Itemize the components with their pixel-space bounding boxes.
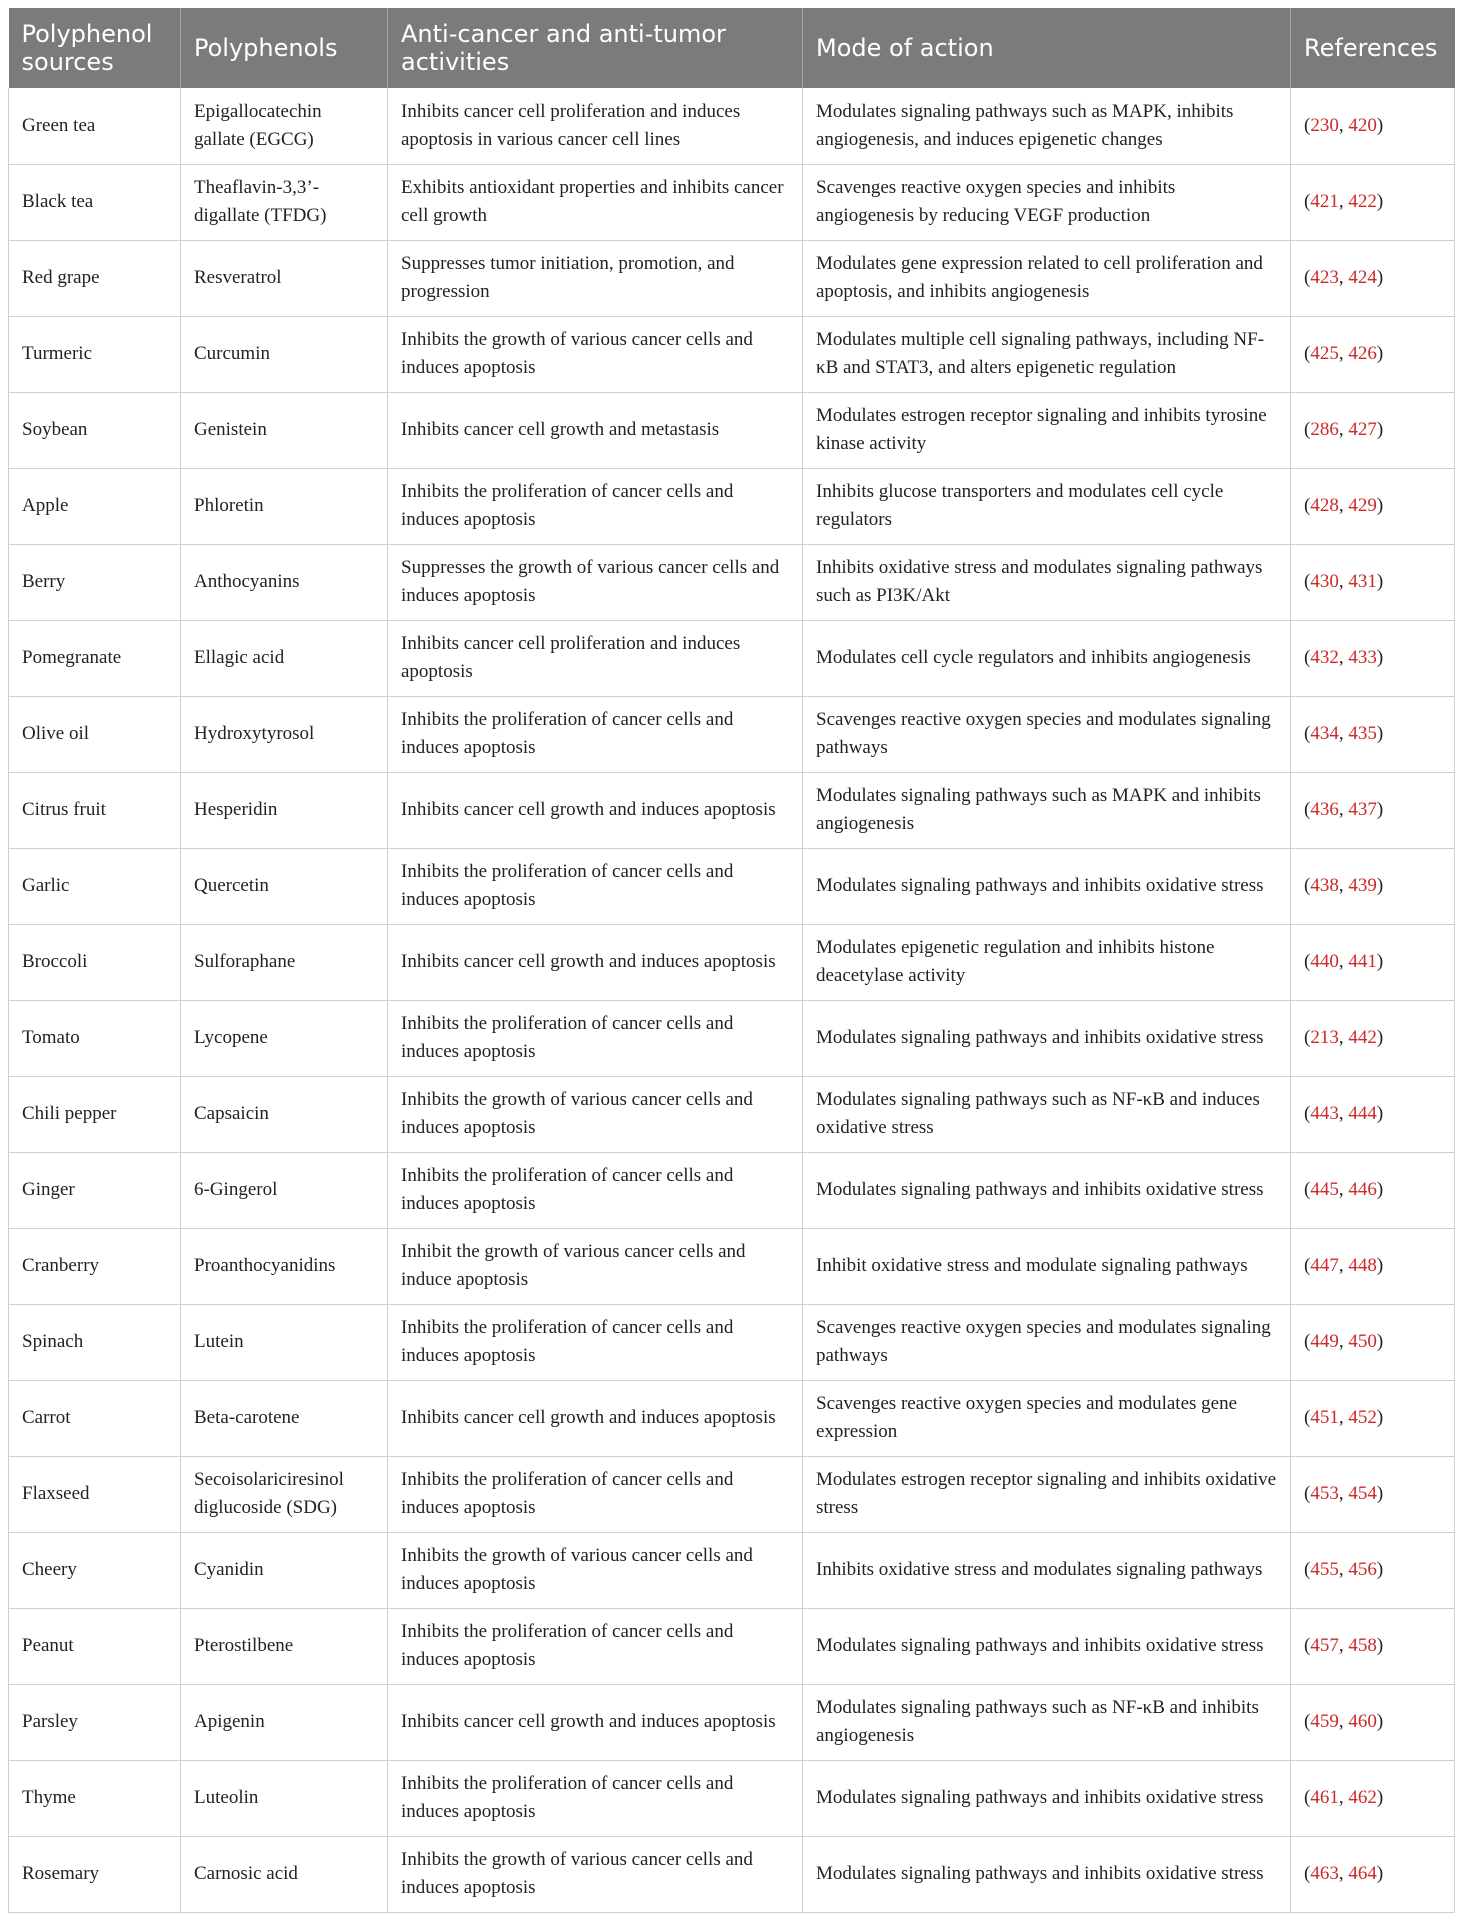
paren-close: ) (1376, 1787, 1384, 1808)
cell-polyphenol: Curcumin (181, 316, 388, 392)
cell-source: Citrus fruit (9, 772, 181, 848)
reference-link[interactable]: 437 (1348, 799, 1377, 820)
cell-references (1291, 1380, 1455, 1456)
reference-link[interactable]: 450 (1348, 1331, 1377, 1352)
cell-polyphenol: Sulforaphane (181, 924, 388, 1000)
ref-separator: , (1338, 951, 1349, 972)
ref-separator: , (1338, 1331, 1349, 1352)
paren-close: ) (1376, 647, 1384, 668)
reference-link[interactable]: 433 (1348, 647, 1377, 668)
paren-open: ( (1304, 799, 1311, 820)
cell-activity: Inhibits the proliferation of cancer cells and induces apoptosis (388, 1152, 803, 1228)
cell-mode: Modulates signaling pathways such as MAPK, inhibits angiogenesis, and induces epigenetic changes (803, 88, 1291, 164)
ref-separator: , (1338, 1483, 1349, 1504)
cell-activity: Inhibits the proliferation of cancer cells and induces apoptosis (388, 468, 803, 544)
reference-link[interactable]: 452 (1348, 1407, 1377, 1428)
reference-link[interactable]: 428 (1310, 495, 1339, 516)
reference-link[interactable]: 442 (1348, 1027, 1377, 1048)
reference-link[interactable]: 432 (1310, 647, 1339, 668)
ref-separator: , (1338, 1407, 1349, 1428)
cell-references (1291, 1076, 1455, 1152)
ref-separator: , (1338, 1711, 1349, 1732)
cell-source: Apple (9, 468, 181, 544)
paren-open: ( (1304, 191, 1311, 212)
reference-link[interactable]: 463 (1310, 1863, 1339, 1884)
cell-activity: Inhibits the growth of various cancer cells and induces apoptosis (388, 316, 803, 392)
cell-source: Ginger (9, 1152, 181, 1228)
cell-references (1291, 1760, 1455, 1836)
paren-open: ( (1304, 419, 1311, 440)
cell-polyphenol: Proanthocyanidins (181, 1228, 388, 1304)
cell-polyphenol: Carnosic acid (181, 1836, 388, 1912)
reference-link[interactable]: 438 (1310, 875, 1339, 896)
cell-mode: Inhibit oxidative stress and modulate signaling pathways (803, 1228, 1291, 1304)
cell-polyphenol: Apigenin (181, 1684, 388, 1760)
ref-separator: , (1338, 267, 1349, 288)
cell-polyphenol: Resveratrol (181, 240, 388, 316)
cell-polyphenol: Theaflavin-3,3’-digallate (TFDG) (181, 164, 388, 240)
cell-polyphenol: 6-Gingerol (181, 1152, 388, 1228)
cell-mode: Modulates signaling pathways such as NF-κB and induces oxidative stress (803, 1076, 1291, 1152)
reference-link[interactable]: 458 (1348, 1635, 1377, 1656)
table-row (9, 1608, 1455, 1684)
table-row (9, 88, 1455, 164)
cell-references (1291, 1152, 1455, 1228)
ref-separator: , (1338, 343, 1349, 364)
cell-references (1291, 316, 1455, 392)
cell-references (1291, 392, 1455, 468)
cell-source: Red grape (9, 240, 181, 316)
cell-source: Peanut (9, 1608, 181, 1684)
cell-source: Soybean (9, 392, 181, 468)
reference-link[interactable]: 454 (1348, 1483, 1377, 1504)
reference-link[interactable]: 434 (1310, 723, 1339, 744)
cell-references (1291, 1000, 1455, 1076)
table-row (9, 544, 1455, 620)
ref-separator: , (1338, 1863, 1349, 1884)
cell-mode: Modulates signaling pathways and inhibits oxidative stress (803, 1152, 1291, 1228)
reference-link[interactable]: 444 (1348, 1103, 1377, 1124)
cell-mode: Inhibits glucose transporters and modulates cell cycle regulators (803, 468, 1291, 544)
cell-references (1291, 620, 1455, 696)
cell-source: Tomato (9, 1000, 181, 1076)
cell-polyphenol: Secoisolariciresinol diglucoside (SDG) (181, 1456, 388, 1532)
cell-references (1291, 240, 1455, 316)
reference-link[interactable]: 439 (1348, 875, 1377, 896)
cell-references (1291, 544, 1455, 620)
cell-source: Cranberry (9, 1228, 181, 1304)
paren-open: ( (1304, 951, 1311, 972)
paren-open: ( (1304, 267, 1311, 288)
cell-polyphenol: Epigallocatechin gallate (EGCG) (181, 88, 388, 164)
reference-link[interactable]: 426 (1348, 343, 1377, 364)
cell-mode: Modulates signaling pathways such as MAPK and inhibits angiogenesis (803, 772, 1291, 848)
reference-link[interactable]: 422 (1348, 191, 1377, 212)
table-row (9, 772, 1455, 848)
reference-link[interactable]: 449 (1310, 1331, 1339, 1352)
ref-separator: , (1338, 723, 1349, 744)
table-row (9, 924, 1455, 1000)
paren-close: ) (1376, 1179, 1384, 1200)
cell-activity: Inhibits cancer cell growth and metastasis (388, 392, 803, 468)
cell-activity: Inhibits the growth of various cancer cells and induces apoptosis (388, 1076, 803, 1152)
reference-link[interactable]: 436 (1310, 799, 1339, 820)
cell-references (1291, 848, 1455, 924)
cell-activity: Inhibits cancer cell growth and induces apoptosis (388, 772, 803, 848)
cell-mode: Modulates signaling pathways such as NF-κB and inhibits angiogenesis (803, 1684, 1291, 1760)
table-row (9, 1532, 1455, 1608)
ref-separator: , (1338, 495, 1349, 516)
cell-references (1291, 772, 1455, 848)
reference-link[interactable]: 420 (1348, 114, 1377, 136)
reference-link[interactable]: 457 (1310, 1635, 1339, 1656)
cell-references (1291, 1304, 1455, 1380)
cell-source: Thyme (9, 1760, 181, 1836)
reference-link[interactable]: 435 (1348, 723, 1377, 744)
table-row (9, 1228, 1455, 1304)
paren-close: ) (1376, 1711, 1384, 1732)
cell-activity: Inhibits the growth of various cancer cells and induces apoptosis (388, 1532, 803, 1608)
cell-polyphenol: Anthocyanins (181, 544, 388, 620)
cell-activity: Inhibits the growth of various cancer cells and induces apoptosis (388, 1836, 803, 1912)
cell-activity: Inhibit the growth of various cancer cells and induce apoptosis (388, 1228, 803, 1304)
cell-polyphenol: Pterostilbene (181, 1608, 388, 1684)
reference-link[interactable]: 441 (1348, 951, 1377, 972)
cell-mode: Inhibits oxidative stress and modulates signaling pathways (803, 1532, 1291, 1608)
cell-activity: Inhibits cancer cell growth and induces apoptosis (388, 1684, 803, 1760)
ref-separator: , (1338, 191, 1349, 212)
paren-open: ( (1304, 1787, 1311, 1808)
cell-source: Cheery (9, 1532, 181, 1608)
cell-activity: Exhibits antioxidant properties and inhibits cancer cell growth (388, 164, 803, 240)
paren-open: ( (1304, 1103, 1311, 1124)
paren-close: ) (1376, 267, 1384, 288)
cell-mode: Modulates signaling pathways and inhibits oxidative stress (803, 1760, 1291, 1836)
paren-open: ( (1304, 1027, 1311, 1048)
ref-separator: , (1338, 1179, 1349, 1200)
ref-separator: , (1338, 1103, 1349, 1124)
cell-mode: Modulates gene expression related to cell proliferation and apoptosis, and inhibits angiogenesis (803, 240, 1291, 316)
cell-mode: Modulates signaling pathways and inhibits oxidative stress (803, 848, 1291, 924)
paren-close: ) (1376, 1407, 1384, 1428)
reference-link[interactable]: 430 (1310, 571, 1339, 592)
table-row (9, 696, 1455, 772)
paren-close: ) (1376, 1483, 1384, 1504)
cell-activity: Suppresses tumor initiation, promotion, and progression (388, 240, 803, 316)
cell-activity: Inhibits cancer cell growth and induces apoptosis (388, 1380, 803, 1456)
cell-polyphenol: Hesperidin (181, 772, 388, 848)
cell-mode: Modulates cell cycle regulators and inhibits angiogenesis (803, 620, 1291, 696)
cell-source: Pomegranate (9, 620, 181, 696)
paren-close: ) (1376, 1635, 1384, 1656)
paren-open: ( (1304, 723, 1311, 744)
reference-link[interactable]: 453 (1310, 1483, 1339, 1504)
paren-open: ( (1304, 114, 1311, 136)
ref-separator: , (1338, 114, 1349, 136)
cell-references (1291, 1532, 1455, 1608)
reference-link[interactable]: 423 (1310, 267, 1339, 288)
cell-activity: Inhibits cancer cell proliferation and induces apoptosis in various cancer cell lines (388, 88, 803, 164)
cell-mode: Modulates estrogen receptor signaling and inhibits tyrosine kinase activity (803, 392, 1291, 468)
cell-mode: Scavenges reactive oxygen species and modulates signaling pathways (803, 1304, 1291, 1380)
reference-link[interactable]: 440 (1310, 951, 1339, 972)
paren-open: ( (1304, 647, 1311, 668)
paren-open: ( (1304, 1255, 1311, 1276)
cell-activity: Inhibits the proliferation of cancer cells and induces apoptosis (388, 1456, 803, 1532)
paren-close: ) (1376, 191, 1384, 212)
ref-separator: , (1338, 571, 1349, 592)
paren-close: ) (1376, 1863, 1384, 1884)
cell-source: Flaxseed (9, 1456, 181, 1532)
cell-mode: Modulates epigenetic regulation and inhibits histone deacetylase activity (803, 924, 1291, 1000)
header-mode-of-action: Mode of action (803, 8, 1291, 88)
cell-polyphenol: Luteolin (181, 1760, 388, 1836)
cell-polyphenol: Beta-carotene (181, 1380, 388, 1456)
reference-link[interactable]: 461 (1310, 1787, 1339, 1808)
paren-close: ) (1376, 875, 1384, 896)
reference-link[interactable]: 429 (1348, 495, 1377, 516)
table-row (9, 1000, 1455, 1076)
table-row (9, 392, 1455, 468)
ref-separator: , (1338, 799, 1349, 820)
cell-source: Rosemary (9, 1836, 181, 1912)
paren-open: ( (1304, 1711, 1311, 1732)
reference-link[interactable]: 451 (1310, 1407, 1339, 1428)
table-row (9, 1760, 1455, 1836)
reference-link[interactable]: 424 (1348, 267, 1377, 288)
ref-separator: , (1338, 647, 1349, 668)
ref-separator: , (1338, 1635, 1349, 1656)
paren-close: ) (1376, 1027, 1384, 1048)
table-row (9, 468, 1455, 544)
cell-activity: Inhibits the proliferation of cancer cells and induces apoptosis (388, 696, 803, 772)
cell-source: Olive oil (9, 696, 181, 772)
table-row (9, 316, 1455, 392)
cell-activity: Inhibits cancer cell proliferation and induces apoptosis (388, 620, 803, 696)
cell-activity: Inhibits the proliferation of cancer cells and induces apoptosis (388, 1000, 803, 1076)
cell-polyphenol: Capsaicin (181, 1076, 388, 1152)
cell-activity: Inhibits the proliferation of cancer cells and induces apoptosis (388, 1304, 803, 1380)
reference-link[interactable]: 447 (1310, 1255, 1339, 1276)
paren-open: ( (1304, 875, 1311, 896)
ref-separator: , (1338, 1255, 1349, 1276)
cell-mode: Modulates signaling pathways and inhibits oxidative stress (803, 1000, 1291, 1076)
ref-separator: , (1338, 1027, 1349, 1048)
cell-references (1291, 1608, 1455, 1684)
header-references: References (1291, 8, 1455, 88)
reference-link[interactable]: 427 (1348, 419, 1377, 440)
reference-link[interactable]: 459 (1310, 1711, 1339, 1732)
reference-link[interactable]: 462 (1348, 1787, 1377, 1808)
paren-open: ( (1304, 495, 1311, 516)
paren-close: ) (1376, 1103, 1384, 1124)
reference-link[interactable]: 460 (1348, 1711, 1377, 1732)
cell-references (1291, 924, 1455, 1000)
paren-close: ) (1376, 419, 1384, 440)
table-row (9, 848, 1455, 924)
paren-close: ) (1376, 114, 1384, 136)
cell-polyphenol: Quercetin (181, 848, 388, 924)
cell-mode: Scavenges reactive oxygen species and inhibits angiogenesis by reducing VEGF production (803, 164, 1291, 240)
cell-references (1291, 696, 1455, 772)
reference-link[interactable]: 213 (1310, 1027, 1339, 1048)
polyphenol-table (8, 8, 1455, 1913)
cell-source: Turmeric (9, 316, 181, 392)
reference-link[interactable]: 286 (1310, 419, 1339, 440)
table-row (9, 1836, 1455, 1912)
cell-activity: Inhibits cancer cell growth and induces apoptosis (388, 924, 803, 1000)
header-activities: Anti-cancer and anti-tumor activities (388, 8, 803, 88)
cell-mode: Scavenges reactive oxygen species and modulates gene expression (803, 1380, 1291, 1456)
header-row (9, 8, 1455, 88)
cell-mode: Modulates multiple cell signaling pathways, including NF-κB and STAT3, and alters epigenetic regulation (803, 316, 1291, 392)
polyphenol-table-container (8, 8, 1454, 1913)
reference-link[interactable]: 464 (1348, 1863, 1377, 1884)
table-row (9, 1076, 1455, 1152)
paren-open: ( (1304, 1483, 1311, 1504)
ref-separator: , (1338, 1559, 1349, 1580)
reference-link[interactable]: 431 (1348, 571, 1377, 592)
cell-polyphenol: Lycopene (181, 1000, 388, 1076)
table-row (9, 620, 1455, 696)
paren-close: ) (1376, 495, 1384, 516)
paren-close: ) (1376, 799, 1384, 820)
cell-source: Green tea (9, 88, 181, 164)
cell-mode: Modulates estrogen receptor signaling and inhibits oxidative stress (803, 1456, 1291, 1532)
reference-link[interactable]: 425 (1310, 343, 1339, 364)
cell-references (1291, 1228, 1455, 1304)
ref-separator: , (1338, 1787, 1349, 1808)
paren-close: ) (1376, 1331, 1384, 1352)
table-row (9, 164, 1455, 240)
cell-activity: Inhibits the proliferation of cancer cells and induces apoptosis (388, 1760, 803, 1836)
table-row (9, 1684, 1455, 1760)
cell-mode: Modulates signaling pathways and inhibits oxidative stress (803, 1836, 1291, 1912)
paren-open: ( (1304, 343, 1311, 364)
cell-mode: Scavenges reactive oxygen species and modulates signaling pathways (803, 696, 1291, 772)
ref-separator: , (1338, 875, 1349, 896)
table-row (9, 1456, 1455, 1532)
paren-open: ( (1304, 1407, 1311, 1428)
paren-close: ) (1376, 343, 1384, 364)
cell-source: Berry (9, 544, 181, 620)
paren-close: ) (1376, 1559, 1384, 1580)
cell-polyphenol: Genistein (181, 392, 388, 468)
cell-polyphenol: Hydroxytyrosol (181, 696, 388, 772)
cell-references (1291, 468, 1455, 544)
reference-link[interactable]: 445 (1310, 1179, 1339, 1200)
paren-open: ( (1304, 1863, 1311, 1884)
header-polyphenols: Polyphenols (181, 8, 388, 88)
cell-source: Broccoli (9, 924, 181, 1000)
paren-open: ( (1304, 1331, 1311, 1352)
cell-source: Parsley (9, 1684, 181, 1760)
paren-close: ) (1376, 1255, 1384, 1276)
header-polyphenol-sources: Polyphenol sources (9, 8, 181, 88)
cell-source: Black tea (9, 164, 181, 240)
cell-references (1291, 164, 1455, 240)
reference-link[interactable]: 446 (1348, 1179, 1377, 1200)
paren-open: ( (1304, 1635, 1311, 1656)
cell-references (1291, 1836, 1455, 1912)
paren-open: ( (1304, 1559, 1311, 1580)
cell-source: Garlic (9, 848, 181, 924)
cell-references (1291, 1684, 1455, 1760)
cell-source: Spinach (9, 1304, 181, 1380)
reference-link[interactable]: 456 (1348, 1559, 1377, 1580)
cell-polyphenol: Phloretin (181, 468, 388, 544)
reference-link[interactable]: 443 (1310, 1103, 1339, 1124)
ref-separator: , (1338, 419, 1349, 440)
reference-link[interactable]: 421 (1310, 191, 1339, 212)
cell-references (1291, 88, 1455, 164)
cell-polyphenol: Lutein (181, 1304, 388, 1380)
cell-source: Chili pepper (9, 1076, 181, 1152)
cell-activity: Inhibits the proliferation of cancer cells and induces apoptosis (388, 1608, 803, 1684)
table-row (9, 240, 1455, 316)
reference-link[interactable]: 448 (1348, 1255, 1377, 1276)
table-row (9, 1380, 1455, 1456)
paren-close: ) (1376, 723, 1384, 744)
reference-link[interactable]: 455 (1310, 1559, 1339, 1580)
table-row (9, 1304, 1455, 1380)
cell-polyphenol: Ellagic acid (181, 620, 388, 696)
table-body (9, 88, 1455, 1912)
paren-open: ( (1304, 571, 1311, 592)
cell-activity: Suppresses the growth of various cancer cells and induces apoptosis (388, 544, 803, 620)
cell-polyphenol: Cyanidin (181, 1532, 388, 1608)
paren-open: ( (1304, 1179, 1311, 1200)
table-row (9, 1152, 1455, 1228)
paren-close: ) (1376, 951, 1384, 972)
paren-close: ) (1376, 571, 1384, 592)
cell-references (1291, 1456, 1455, 1532)
cell-mode: Inhibits oxidative stress and modulates signaling pathways such as PI3K/Akt (803, 544, 1291, 620)
cell-mode: Modulates signaling pathways and inhibits oxidative stress (803, 1608, 1291, 1684)
cell-source: Carrot (9, 1380, 181, 1456)
cell-activity: Inhibits the proliferation of cancer cells and induces apoptosis (388, 848, 803, 924)
reference-link[interactable]: 230 (1310, 114, 1339, 136)
